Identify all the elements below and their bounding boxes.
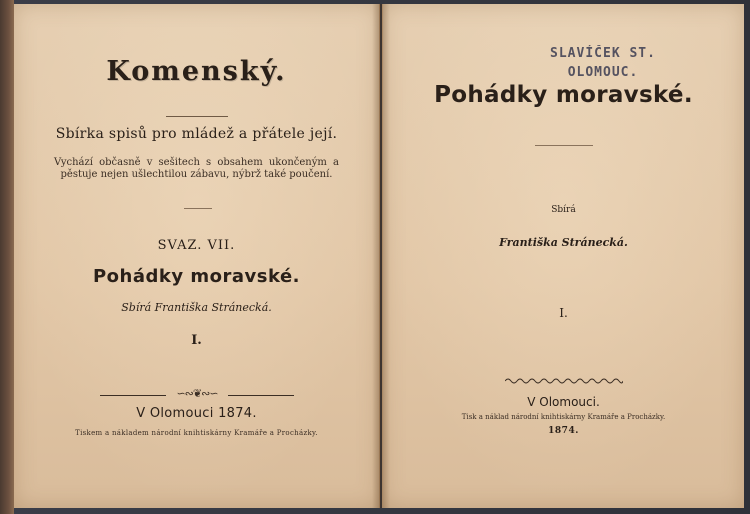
author-name: Františka Stránecká. <box>499 236 628 249</box>
part-number: I. <box>191 333 202 348</box>
book-cover-edge <box>0 0 14 514</box>
ownership-stamp <box>528 44 678 82</box>
place: V Olomouci. <box>527 395 600 409</box>
book-title: Pohádky moravské. <box>92 266 300 287</box>
ornament-flourish: ∽∾❦∾∽ <box>176 387 218 400</box>
wavy-ornament <box>505 377 623 385</box>
title-rule-right <box>535 145 593 146</box>
stamp-line-1: SLAVÍČEK ST. <box>550 46 656 61</box>
book-title-main: Pohádky moravské. <box>434 82 693 108</box>
ornament-divider-left <box>100 395 166 396</box>
right-page <box>382 4 744 508</box>
place-and-year: V Olomouci 1874. <box>136 406 257 421</box>
printer-imprint-right: Tisk a náklad národní knihtiskárny Kramáře a Procházky. <box>461 413 666 421</box>
ornament-rule-small <box>184 208 212 209</box>
series-description: Vychází občasně v sešitech s obsahem ukončeným a pěstuje nejen ušlechtilou zábavu, nýbrž také poučení. <box>54 157 339 180</box>
series-subtitle: Sbírka spisů pro mládež a přátele její. <box>55 126 338 142</box>
ornament-divider-right <box>228 395 294 396</box>
collected-by-label: Sbírá <box>551 205 576 215</box>
book-gutter <box>372 4 390 508</box>
year: 1874. <box>548 426 579 436</box>
periodical-title: Komenský. <box>106 56 287 87</box>
volume-number: SVAZ. VII. <box>157 238 236 253</box>
title-rule <box>166 116 228 117</box>
author-line: Sbírá Františka Stránecká. <box>121 301 272 314</box>
left-page <box>14 4 380 508</box>
stamp-line-2: OLOMOUC. <box>567 65 639 80</box>
part-number-right: I. <box>559 306 568 320</box>
printer-imprint: Tiskem a nákladem národní knihtiskárny Kramáře a Procházky. <box>75 429 318 437</box>
